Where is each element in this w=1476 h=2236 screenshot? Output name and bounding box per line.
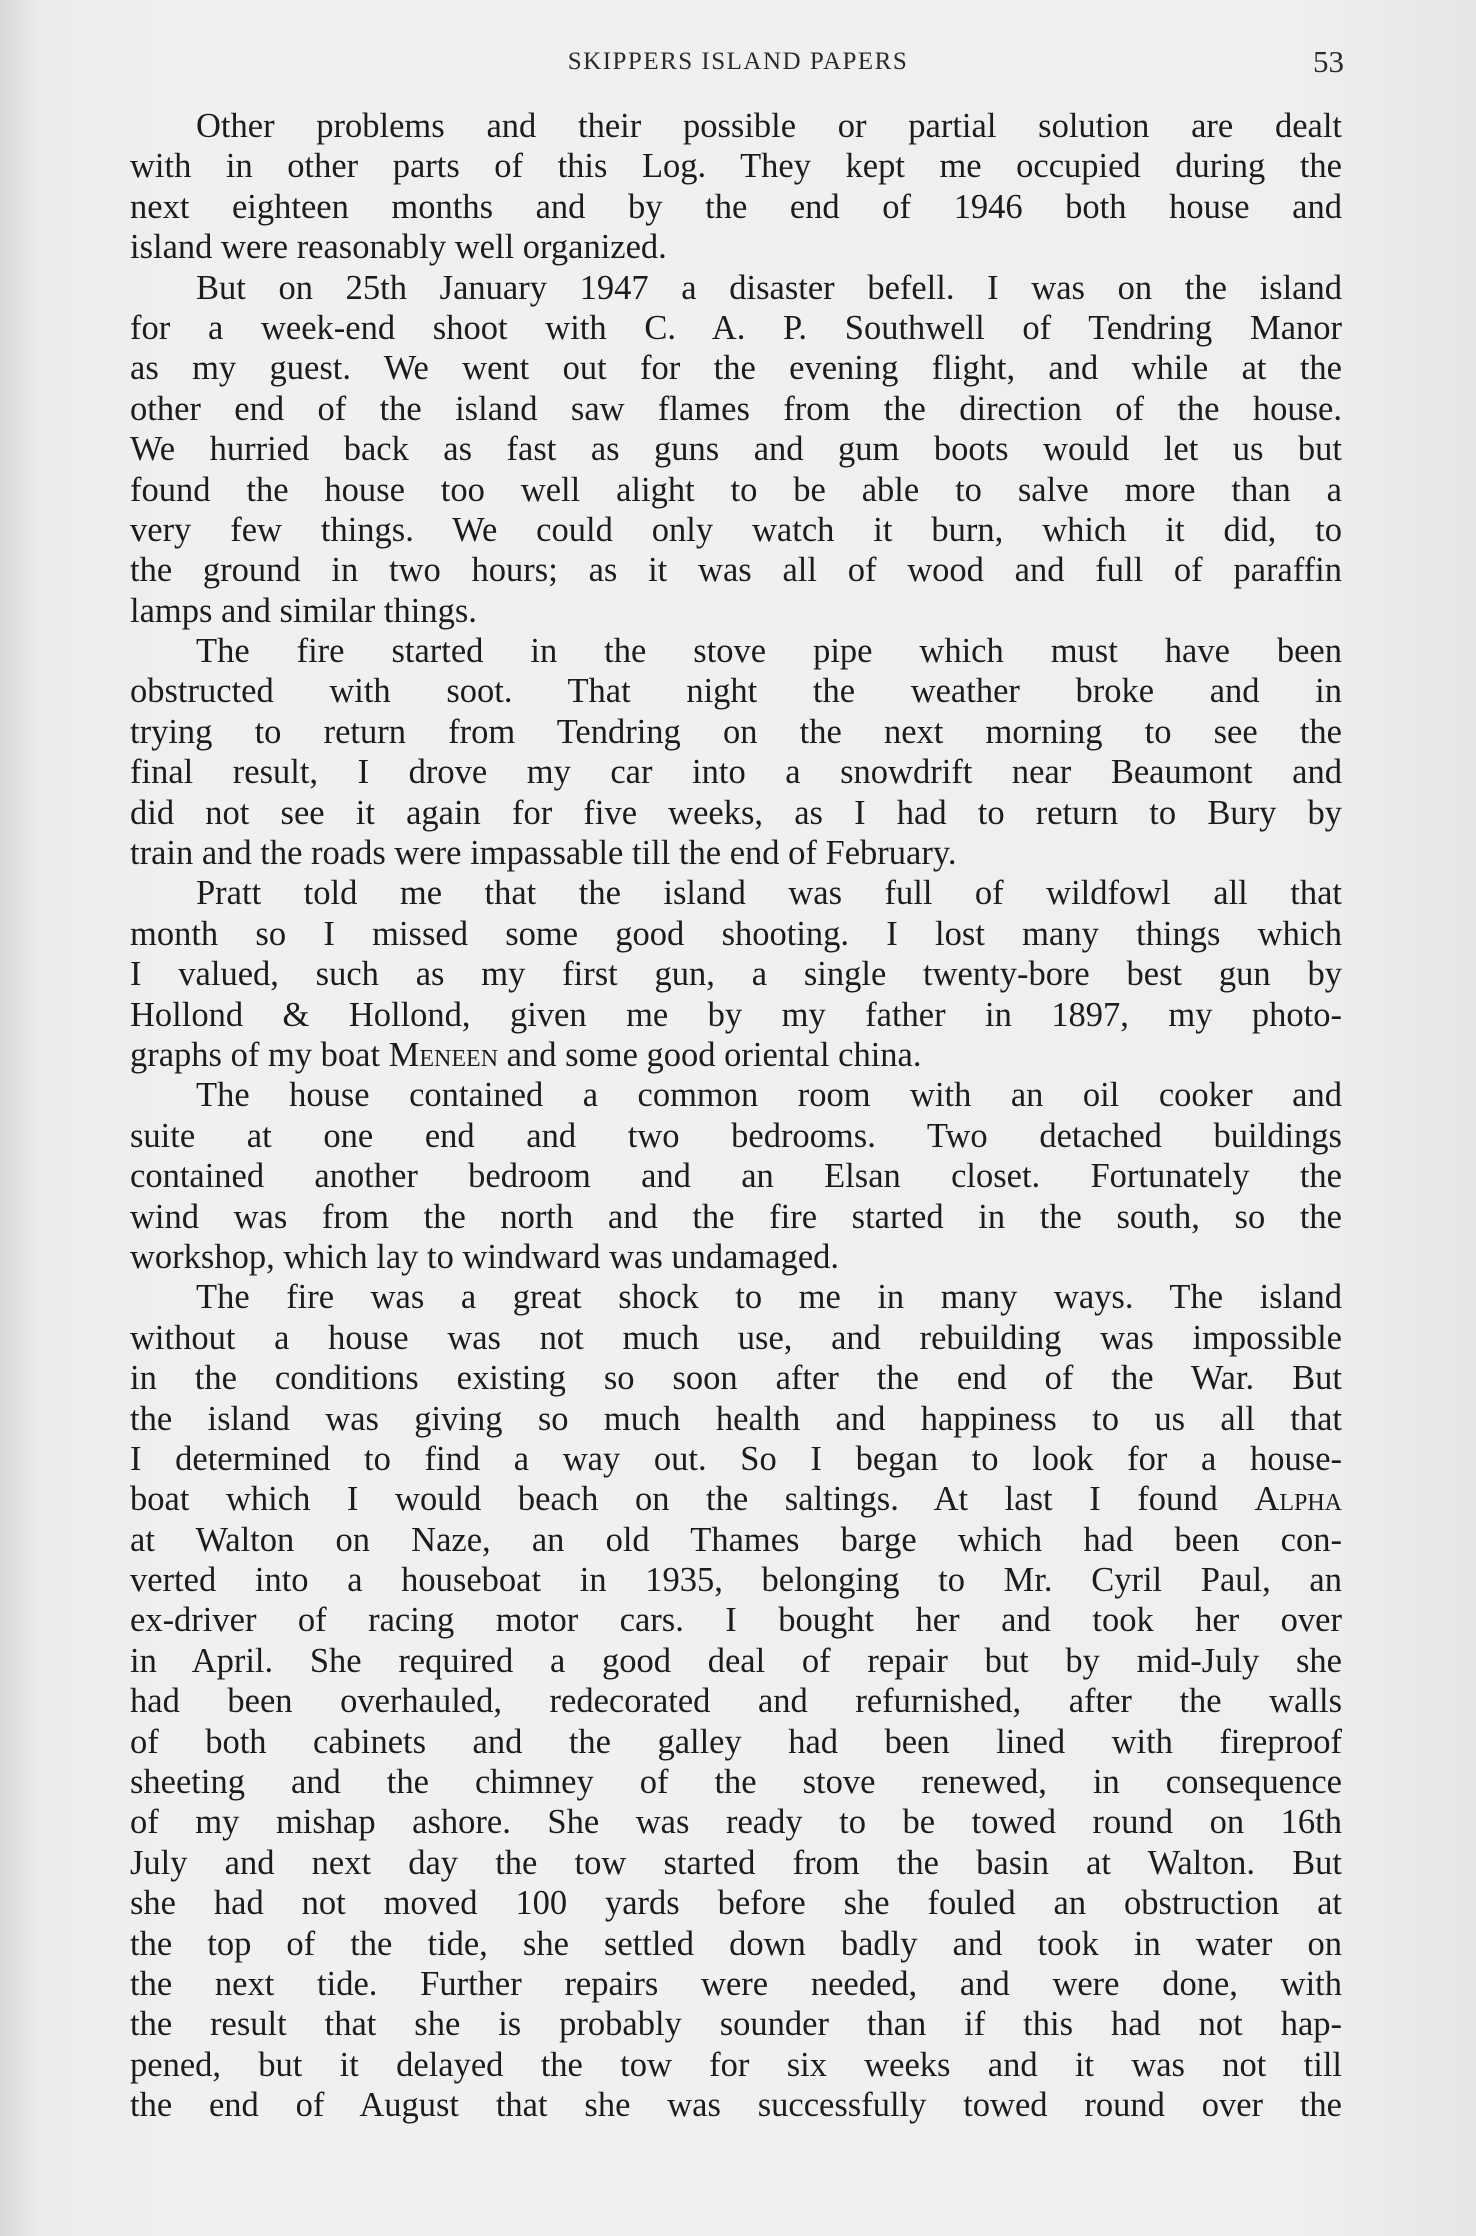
text-line: found the house too well alight to be able to salve more than a xyxy=(130,470,1342,509)
body-text xyxy=(130,106,1342,2126)
text-line: lamps and similar things. xyxy=(130,591,477,630)
text-line: But on 25th January 1947 a disaster befell. I was on the island xyxy=(196,268,1342,307)
text-line: boat which I would beach on the saltings. At last I found Alpha xyxy=(130,1480,1342,1519)
text-line: next eighteen months and by the end of 1946 both house and xyxy=(130,187,1342,226)
text-line: the result that she is probably sounder than if this had not hap- xyxy=(130,2005,1342,2044)
text-line: July and next day the tow started from the basin at Walton. But xyxy=(130,1843,1342,1882)
text-line: at Walton on Naze, an old Thames barge which had been con- xyxy=(130,1520,1342,1559)
text-line: I valued, such as my first gun, a single twenty-bore best gun by xyxy=(130,955,1342,994)
page-number: 53 xyxy=(1313,44,1344,79)
text-line: suite at one end and two bedrooms. Two detached buildings xyxy=(130,1116,1342,1155)
text-line: sheeting and the chimney of the stove renewed, in consequence xyxy=(130,1763,1342,1802)
text-line: very few things. We could only watch it burn, which it did, to xyxy=(130,510,1342,549)
text-line: island were reasonably well organized. xyxy=(130,228,667,267)
text-line: ex-driver of racing motor cars. I bought her and took her over xyxy=(130,1601,1342,1640)
text-line: train and the roads were impassable till the end of February. xyxy=(130,834,957,873)
boat-name: Meneen xyxy=(388,1035,499,1074)
text-line: trying to return from Tendring on the next morning to see the xyxy=(130,712,1342,751)
text-line: workshop, which lay to windward was undamaged. xyxy=(130,1237,840,1276)
text-line: The fire was a great shock to me in many ways. The island xyxy=(196,1278,1342,1317)
text-line: We hurried back as fast as guns and gum boots would let us but xyxy=(130,430,1342,469)
text-line: of both cabinets and the galley had been lined with fireproof xyxy=(130,1722,1342,1761)
text-line: Hollond & Hollond, given me by my father in 1897, my photo- xyxy=(130,995,1342,1034)
text-line: did not see it again for five weeks, as I had to return to Bury by xyxy=(130,793,1342,832)
text-line: other end of the island saw flames from the direction of the house. xyxy=(130,389,1342,428)
text-line: obstructed with soot. That night the weather broke and in xyxy=(130,672,1342,711)
text-line: had been overhauled, redecorated and refurnished, after the walls xyxy=(130,1682,1342,1721)
running-head xyxy=(130,44,1346,84)
text-line: wind was from the north and the fire started in the south, so the xyxy=(130,1197,1342,1236)
text-line: month so I missed some good shooting. I lost many things which xyxy=(130,914,1342,953)
text-line: contained another bedroom and an Elsan closet. Fortunately the xyxy=(130,1157,1342,1196)
text-line: of my mishap ashore. She was ready to be towed round on 16th xyxy=(130,1803,1342,1842)
text-line: final result, I drove my car into a snowdrift near Beaumont and xyxy=(130,753,1342,792)
text-line: the top of the tide, she settled down badly and took in water on xyxy=(130,1924,1342,1963)
text-line: in April. She required a good deal of repair but by mid-July she xyxy=(130,1641,1342,1680)
text-line: the island was giving so much health and happiness to us all that xyxy=(130,1399,1342,1438)
text-line: the end of August that she was successfully towed round over the xyxy=(130,2086,1342,2125)
text-line: without a house was not much use, and rebuilding was impossible xyxy=(130,1318,1342,1357)
text-line: Other problems and their possible or partial solution are dealt xyxy=(196,107,1342,145)
text-line: she had not moved 100 yards before she fouled an obstruction at xyxy=(130,1884,1342,1923)
text-line: verted into a houseboat in 1935, belonging to Mr. Cyril Paul, an xyxy=(130,1561,1342,1600)
text-line: pened, but it delayed the tow for six weeks and it was not till xyxy=(130,2045,1342,2084)
text-line: in the conditions existing so soon after the end of the War. But xyxy=(130,1359,1342,1398)
running-head-title: SKIPPERS ISLAND PAPERS xyxy=(567,48,909,75)
text-line: with in other parts of this Log. They kept me occupied during the xyxy=(130,147,1342,186)
text-line: I determined to find a way out. So I began to look for a house- xyxy=(130,1439,1342,1478)
text-line: Pratt told me that the island was full of wildfowl all that xyxy=(196,874,1342,913)
text-line: as my guest. We went out for the evening flight, and while at the xyxy=(130,349,1342,388)
boat-name: Alpha xyxy=(1254,1480,1342,1519)
text-line: The house contained a common room with an oil cooker and xyxy=(196,1076,1342,1115)
text-line: the ground in two hours; as it was all of wood and full of paraffin xyxy=(130,551,1342,590)
text-line: graphs of my boat Meneen and some good oriental china. xyxy=(130,1035,922,1074)
text-line: the next tide. Further repairs were needed, and were done, with xyxy=(130,1964,1342,2003)
text-line: for a week-end shoot with C. A. P. Southwell of Tendring Manor xyxy=(130,308,1342,347)
text-line: The fire started in the stove pipe which must have been xyxy=(196,632,1342,671)
